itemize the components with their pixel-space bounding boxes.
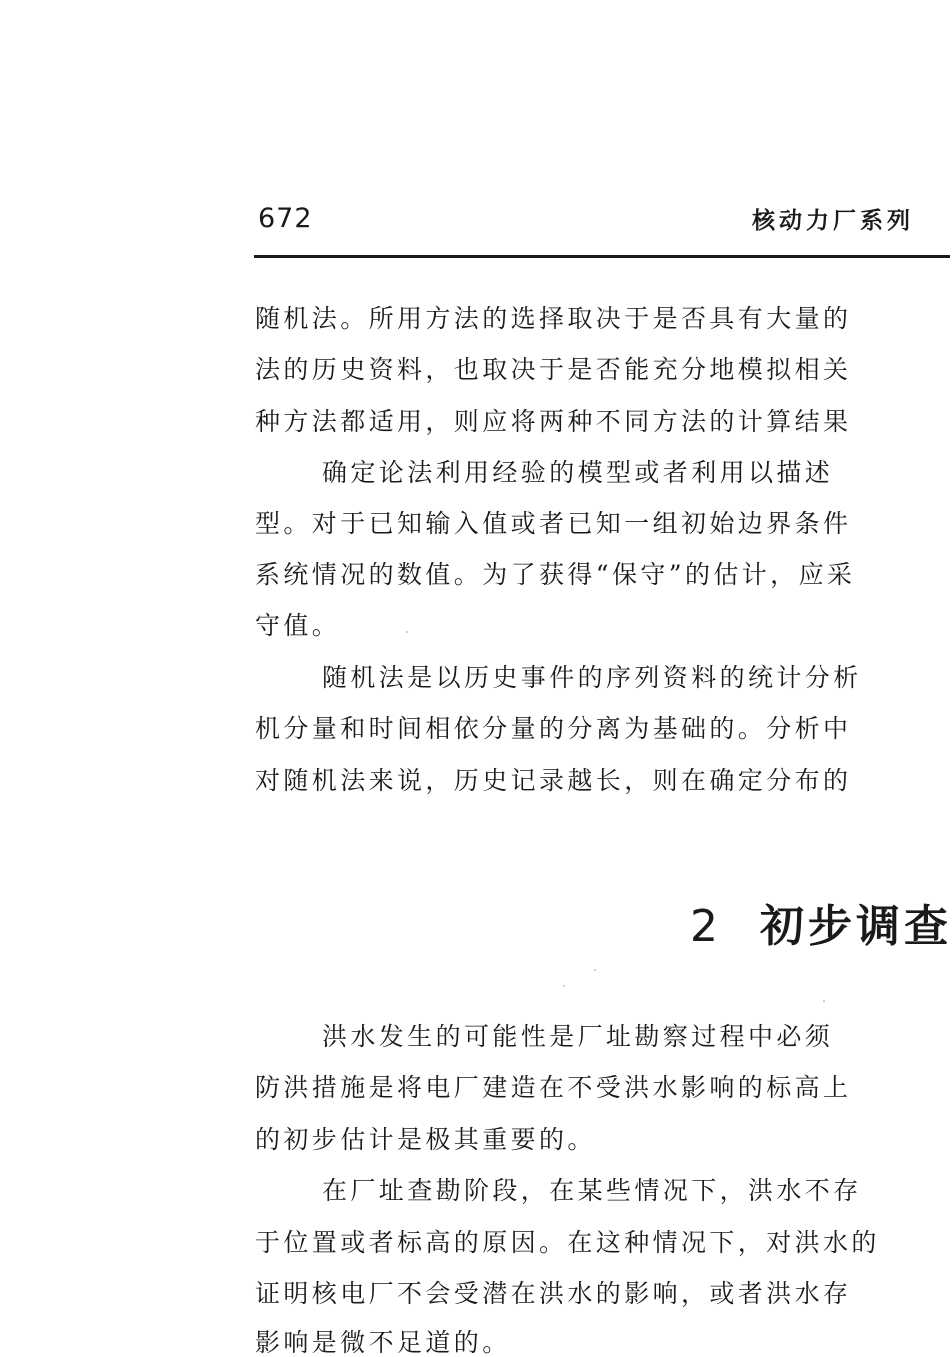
paragraph-1-line-3: 种方法都适用，则应将两种不同方法的计算结果 <box>255 407 852 436</box>
paragraph-5-line-3: 证明核电厂不会受潜在洪水的影响，或者洪水存 <box>255 1279 852 1308</box>
paragraph-2-line-3: 系统情况的数值。为了获得“保守”的估计，应采 <box>255 560 856 589</box>
section-number: 2 <box>690 901 722 952</box>
scan-speck <box>594 969 596 971</box>
paragraph-3-line-3: 对随机法来说，历史记录越长，则在确定分布的 <box>255 766 852 795</box>
scan-speck <box>406 631 408 633</box>
paragraph-5-line-2: 于位置或者标高的原因。在这种情况下，对洪水的 <box>255 1228 880 1257</box>
paragraph-4-line-1: 洪水发生的可能性是厂址勘察过程中必须 <box>322 1022 834 1051</box>
paragraph-5-line-1: 在厂址查勘阶段，在某些情况下，洪水不存 <box>322 1176 862 1205</box>
running-header: 核动力厂系列 <box>752 208 914 234</box>
paragraph-1-line-1: 随机法。所用方法的选择取决于是否具有大量的 <box>255 304 852 333</box>
paragraph-3-line-1: 随机法是以历史事件的序列资料的统计分析 <box>322 663 862 692</box>
paragraph-3-line-2: 机分量和时间相依分量的分离为基础的。分析中 <box>255 714 852 743</box>
paragraph-2-line-1: 确定论法利用经验的模型或者利用以描述 <box>322 458 834 487</box>
paragraph-5-line-4: 影响是微不足道的。 <box>255 1328 511 1357</box>
header-rule <box>254 255 950 258</box>
paragraph-1-line-2: 法的历史资料，也取决于是否能充分地模拟相关 <box>255 355 852 384</box>
section-title: 初步调查 <box>760 901 952 952</box>
section-heading <box>690 890 952 954</box>
scan-speck <box>563 985 565 987</box>
page-number: 672 <box>258 203 313 234</box>
paragraph-4-line-3: 的初步估计是极其重要的。 <box>255 1125 596 1154</box>
scan-speck <box>823 1000 825 1002</box>
paragraph-2-line-2: 型。对于已知输入值或者已知一组初始边界条件 <box>255 509 852 538</box>
paragraph-2-line-4: 守值。 <box>255 611 341 640</box>
paragraph-4-line-2: 防洪措施是将电厂建造在不受洪水影响的标高上 <box>255 1073 852 1102</box>
